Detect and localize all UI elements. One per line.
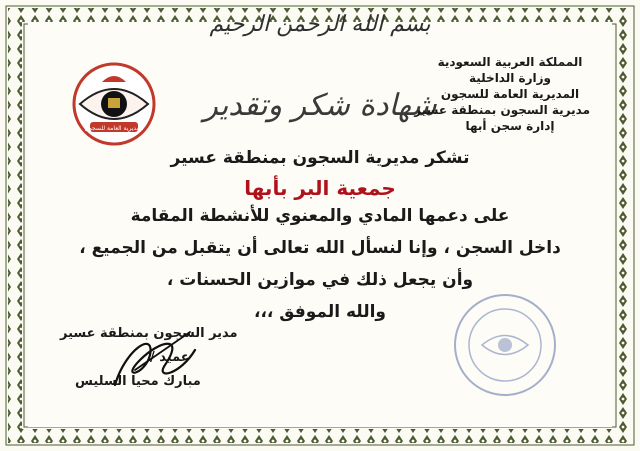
recipient-name: جمعية البر بأبها	[244, 176, 396, 200]
certificate-title: شهادة شكر وتقدير	[203, 88, 437, 123]
handwritten-signature	[95, 320, 215, 395]
official-stamp	[450, 290, 560, 400]
signature-rank: عميد /	[150, 350, 190, 365]
bismillah: بسم الله الرحمن الرحيم	[209, 12, 431, 37]
prisons-logo	[72, 62, 156, 146]
body-line-3: داخل السجن ، وإنا لنسأل الله تعالى أن يتقبل من الجميع ،	[79, 238, 561, 258]
body-line-1: تشكر مديرية السجون بمنطقة عسير	[170, 148, 470, 168]
signature-name: مبارك محيا السليس	[75, 374, 201, 389]
signature-title: مدير السجون بمنطقة عسير	[60, 326, 238, 341]
header-line-3: المديرية العامة للسجون	[440, 87, 580, 101]
header-line-1: المملكة العربية السعودية	[437, 55, 583, 69]
body-line-5: والله الموفق ،،،	[254, 302, 386, 322]
header-line-2: وزارة الداخلية	[468, 71, 552, 85]
logo-text: المديرية العامة للسجون	[84, 125, 144, 132]
header-line-5: إدارة سجن أبها	[465, 119, 555, 133]
header-line-4: مديرية السجون بمنطقة عسير	[414, 103, 590, 117]
body-line-4: وأن يجعل ذلك في موازين الحسنات ،	[166, 270, 474, 290]
body-line-2: على دعمها المادي والمعنوي للأنشطة المقامة	[130, 206, 510, 226]
